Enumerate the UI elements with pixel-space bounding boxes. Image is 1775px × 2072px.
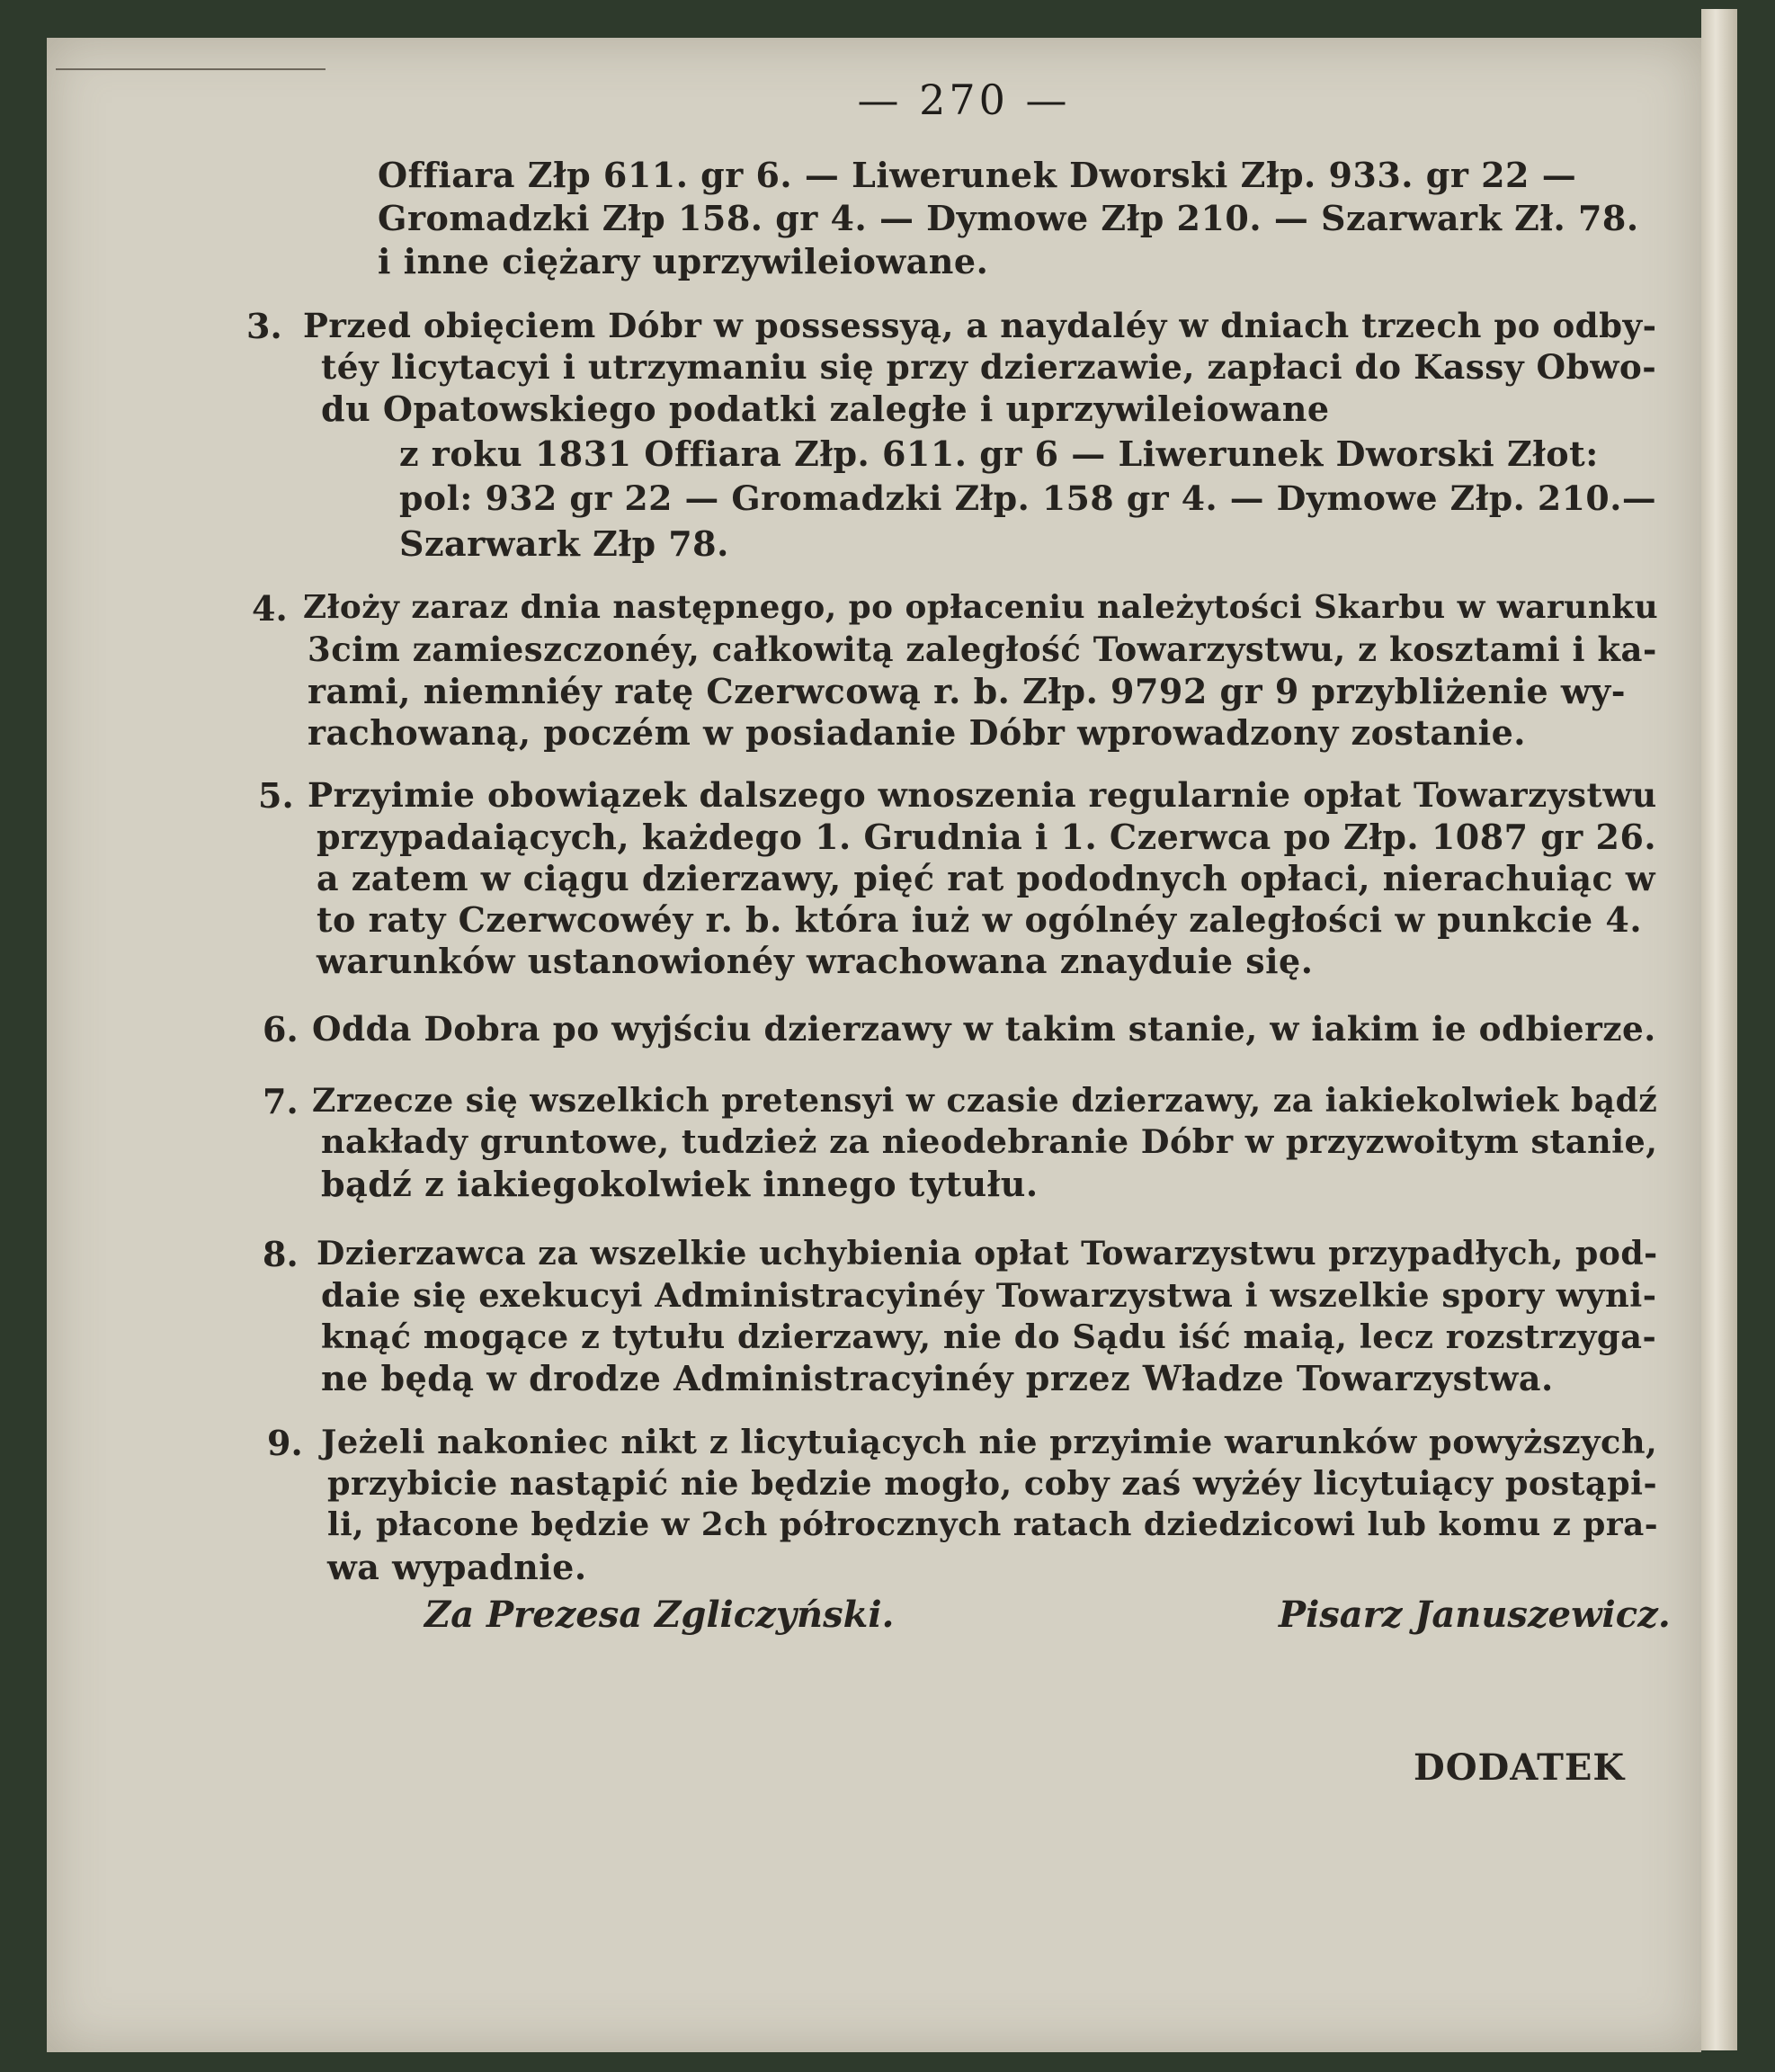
page-edge <box>1701 9 1737 2050</box>
paragraph-line: pol: 932 gr 22 — Gromadzki Złp. 158 gr 4. — Dymowe Złp. 210.— <box>399 478 1657 518</box>
paragraph-line: ne będą w drodze Administracyinéy przez Władze Towarzystwa. <box>321 1358 1554 1398</box>
paragraph-number: 5. <box>258 775 294 816</box>
paragraph-line: Jeżeli nakoniec nikt z licytuiących nie przyimie warunków powyższych, <box>321 1423 1658 1461</box>
paragraph-line: li, płacone będzie w 2ch półrocznych ratach dziedzicowi lub komu z pra- <box>327 1505 1659 1543</box>
paragraph-line: warunków ustanowionéy wrachowana znayduie się. <box>317 941 1314 981</box>
paragraph-line: du Opatowskiego podatki zaległe i uprzywileiowane <box>321 388 1330 429</box>
paragraph-number: 6. <box>263 1009 299 1049</box>
paragraph-line: Szarwark Złp 78. <box>399 523 729 564</box>
intro-line: Gromadzki Złp 158. gr 4. — Dymowe Złp 210. — Szarwark Zł. 78. <box>378 198 1639 238</box>
paragraph-line: knąć mogące z tytułu dzierzawy, nie do Sądu iść maią, lecz rozstrzyga- <box>321 1317 1657 1356</box>
paragraph-line: Złoży zaraz dnia następnego, po opłaceniu należytości Skarbu w warunku <box>303 588 1659 626</box>
signature-right: Pisarz Januszewicz. <box>1279 1594 1671 1636</box>
paragraph-line: Przyimie obowiązek dalszego wnoszenia regularnie opłat Towarzystwu <box>308 775 1657 815</box>
paragraph-number: 3. <box>246 306 282 346</box>
paragraph-line: bądź z iakiegokolwiek innego tytułu. <box>321 1164 1039 1204</box>
paragraph-line: przypadaiących, każdego 1. Grudnia i 1. Czerwca po Złp. 1087 gr 26. <box>317 817 1657 857</box>
paragraph-line: to raty Czerwcowéy r. b. która iuż w ogólnéy zaległości w punkcie 4. <box>317 899 1643 940</box>
paragraph-line: a zatem w ciągu dzierzawy, pięć rat pododnych opłaci, nierachuiąc w <box>317 858 1655 898</box>
intro-line: Offiara Złp 611. gr 6. — Liwerunek Dworski Złp. 933. gr 22 — <box>378 155 1577 195</box>
paragraph-line: daie się exekucyi Administracyinéy Towarzystwa i wszelkie spory wyni- <box>321 1275 1657 1315</box>
paragraph-line: 3cim zamieszczonéy, całkowitą zaległość Towarzystwu, z kosztami i ka- <box>308 630 1657 669</box>
signature-left: Za Prezesa Zgliczyński. <box>424 1594 895 1636</box>
paragraph-line: rami, niemniéy ratę Czerwcową r. b. Złp. 9792 gr 9 przybliżenie wy- <box>308 671 1626 711</box>
paragraph-line: Zrzecze się wszelkich pretensyi w czasie dzierzawy, za iakiekolwiek bądź <box>312 1081 1658 1120</box>
paragraph-line: Odda Dobra po wyjściu dzierzawy w takim stanie, w iakim ie odbierze. <box>312 1009 1656 1049</box>
paragraph-number: 8. <box>263 1234 299 1274</box>
paragraph-line: Przed obięciem Dóbr w possessyą, a naydaléy w dniach trzech po odby- <box>303 306 1657 345</box>
intro-line: i inne ciężary uprzywileiowane. <box>378 241 989 281</box>
book-page <box>47 38 1701 2052</box>
page-number: — 270 — <box>857 76 1071 124</box>
paragraph-line: z roku 1831 Offiara Złp. 611. gr 6 — Liwerunek Dworski Złot: <box>399 433 1599 474</box>
paragraph-line: nakłady gruntowe, tudzież za nieodebranie Dóbr w przyzwoitym stanie, <box>321 1122 1658 1161</box>
paragraph-line: rachowaną, poczém w posiadanie Dóbr wprowadzony zostanie. <box>308 712 1527 753</box>
paragraph-line: Dzierzawca za wszelkie uchybienia opłat Towarzystwu przypadłych, pod- <box>317 1234 1658 1273</box>
paragraph-number: 7. <box>263 1081 299 1121</box>
paragraph-number: 4. <box>252 588 288 629</box>
paragraph-line: wa wypadnie. <box>327 1547 587 1587</box>
catchword: DODATEK <box>1414 1746 1626 1789</box>
paragraph-line: przybicie nastąpić nie będzie mogło, coby zaś wyżéy licytuiący postąpi- <box>327 1464 1658 1503</box>
paragraph-number: 9. <box>267 1423 303 1463</box>
top-rule <box>56 68 326 70</box>
paragraph-line: téy licytacyi i utrzymaniu się przy dzierzawie, zapłaci do Kassy Obwo- <box>321 347 1657 387</box>
